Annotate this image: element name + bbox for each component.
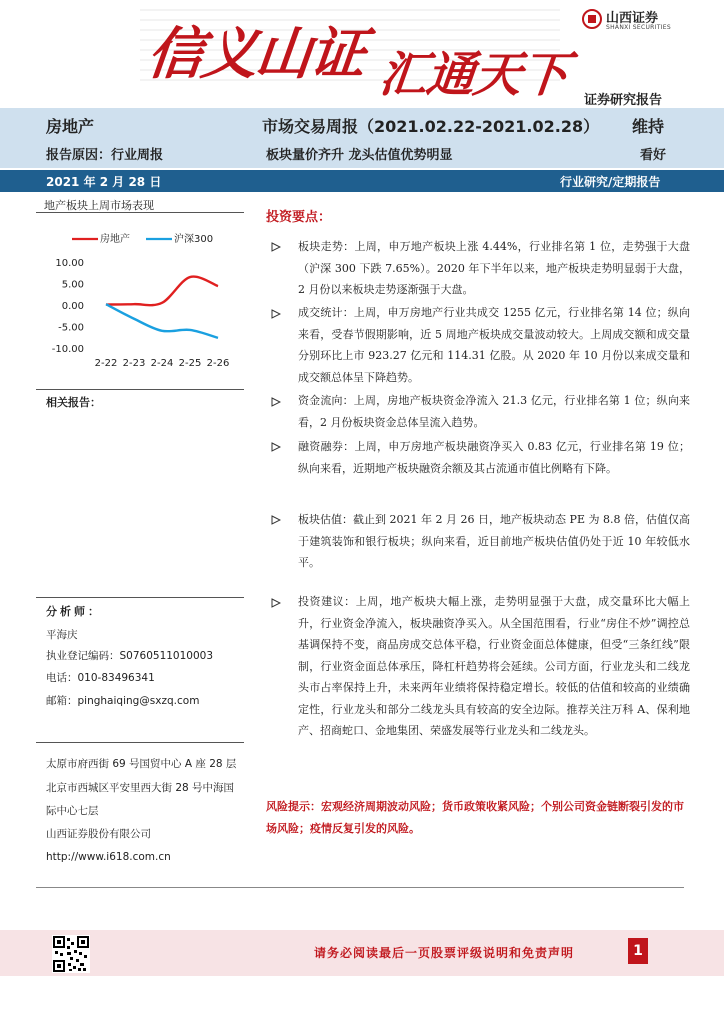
x-tick-label: 2-22 <box>94 358 118 369</box>
company-logo <box>582 7 702 35</box>
report-title: 市场交易周报（2021.02.22-2021.02.28） <box>262 117 600 136</box>
bullet-arrow-icon <box>271 442 281 452</box>
rating-value: 看好 <box>640 148 667 163</box>
legend-label: 沪深300 <box>174 234 214 245</box>
sector-performance-chart <box>36 218 246 378</box>
address-line: 北京市西城区平安里西大街 28 号中海国 <box>46 782 235 794</box>
y-tick-label: 10.00 <box>55 258 84 269</box>
series-line <box>106 277 218 306</box>
series-line <box>106 304 218 338</box>
chart-legend <box>72 232 213 245</box>
company-name: 山西证券股份有限公司 <box>46 828 151 840</box>
x-tick-label: 2-24 <box>150 358 174 369</box>
point-margin-trading: 融资融券：上周，申万房地产板块融资净买入 0.83 亿元，行业排名第 19 位；纵向来看，近期地产板块融资余额及其占流通市值比例略有下降。 <box>298 440 690 475</box>
qr-code-icon[interactable] <box>52 935 90 973</box>
bullet-arrow-icon <box>271 515 281 525</box>
bullet-arrow-icon <box>271 309 281 319</box>
x-tick-label: 2-26 <box>206 358 230 369</box>
y-tick-label: -10.00 <box>51 344 84 355</box>
analyst-email[interactable]: 邮箱：pinghaiqing@sxzq.com <box>46 695 200 707</box>
point-sector-trend: 板块走势：上周，申万地产板块上涨 4.44%，行业排名第 1 位，走势强于大盘（沪深 300 下跌 7.65%）。2020 年下半年以来，地产板块走势明显弱于大盘，2 月份以来板块走势逐渐强于大盘。 <box>298 240 690 296</box>
page-number: 1 <box>628 938 648 964</box>
address-line: 太原市府西街 69 号国贸中心 A 座 28 层 <box>46 758 237 770</box>
divider <box>36 389 244 390</box>
disclaimer-notice: 请务必阅读最后一页股票评级说明和免责声明 <box>314 946 575 960</box>
y-tick-label: 5.00 <box>61 279 84 291</box>
industry-label: 房地产 <box>46 117 95 136</box>
address-line: 际中心七层 <box>46 805 99 817</box>
top-banner <box>0 0 724 108</box>
investment-highlights-header: 投资要点： <box>266 210 332 225</box>
analyst-header: 分析师： <box>46 605 102 618</box>
bullet-arrow-icon <box>271 598 281 608</box>
legend-label: 房地产 <box>100 234 130 245</box>
bullet-arrow-icon <box>271 397 281 407</box>
report-date: 2021 年 2 月 28 日 <box>46 175 162 189</box>
logo-text-en: SHANXI SECURITIES <box>606 24 671 31</box>
report-subtitle: 板块量价齐升 龙头估值优势明显 <box>266 148 453 163</box>
report-reason: 报告原因：行业周报 <box>46 148 164 163</box>
divider <box>36 742 244 743</box>
risk-text: 宏观经济周期波动风险；货币政策收紧风险；个别公司资金链断裂引发的市场风险；疫情反复引发的风险。 <box>266 800 684 835</box>
logo-mark-icon <box>582 9 602 29</box>
point-fund-flow: 资金流向：上周，房地产板块资金净流入 21.3 亿元，行业排名第 1 位；纵向来看，2 月份板块资金总体呈流入趋势。 <box>298 394 690 429</box>
analyst-license: 执业登记编码：S0760511010003 <box>46 650 214 662</box>
bullet-arrow-icon <box>271 242 281 252</box>
related-reports-label: 相关报告： <box>46 396 101 409</box>
y-tick-label: 0.00 <box>61 301 84 312</box>
analyst-phone: 电话：010-83496341 <box>46 672 155 684</box>
risk-label: 风险提示： <box>266 800 321 813</box>
analyst-name: 平海庆 <box>46 629 78 641</box>
report-category: 行业研究/定期报告 <box>560 175 661 189</box>
banner-calligraphy-right: 汇通天下 <box>376 47 571 103</box>
logo-text-cn: 山西证券 <box>606 11 659 26</box>
point-valuation: 板块估值：截止到 2021 年 2 月 26 日，地产板块动态 PE 为 8.8 倍，估值仅高于建筑装饰和银行板块；纵向来看，近目前地产板块估值仍处于近 10 年较低水平。 <box>298 513 690 569</box>
company-website-link[interactable]: http://www.i618.com.cn <box>46 851 171 863</box>
banner-calligraphy-left: 信义山证 <box>144 21 368 87</box>
risk-warning <box>266 796 690 839</box>
y-tick-label: -5.00 <box>58 322 84 334</box>
divider <box>36 597 244 598</box>
point-investment-advice: 投资建议：上周，地产板块大幅上涨，走势明显强于大盘，成交量环比大幅上升，行业资金净流入，板块融资净买入。从全国范围看，行业“房住不炒”调控总基调保持不变，商品房成交总体平稳，行业资金面总体健康，但受“三条红线”限制，行业资金面总体承压，降杠杆趋势将会延续。公司方面，行业龙头和二线龙头市占率保持上升，未来两年业绩将保持稳定增长。较低的估值和较高的业绩确定性，行业龙头和部分二线龙头具有较高的安全边际。推荐关注万科 A、保利地产、招商蛇口、金地集团、荣盛发展等行业龙头和二线龙头。 <box>298 595 690 737</box>
x-tick-label: 2-25 <box>178 358 202 369</box>
point-trading-stats: 成交统计：上周，申万房地产行业共成交 1255 亿元，行业排名第 14 位；纵向来看，受春节假期影响，近 5 周地产板块成交量波动较大。上周成交额和成交量分别环比上市 923.27 亿元和 114.31 亿股。从 2020 年 10 月份以来成交量和成交额总体呈下降趋势。 <box>298 306 690 384</box>
report-type-label: 证券研究报告 <box>584 93 663 108</box>
footer-divider <box>36 887 684 888</box>
chart-title: 地产板块上周市场表现 <box>44 199 154 212</box>
x-tick-label: 2-23 <box>122 358 146 369</box>
rating-action: 维持 <box>632 117 665 136</box>
